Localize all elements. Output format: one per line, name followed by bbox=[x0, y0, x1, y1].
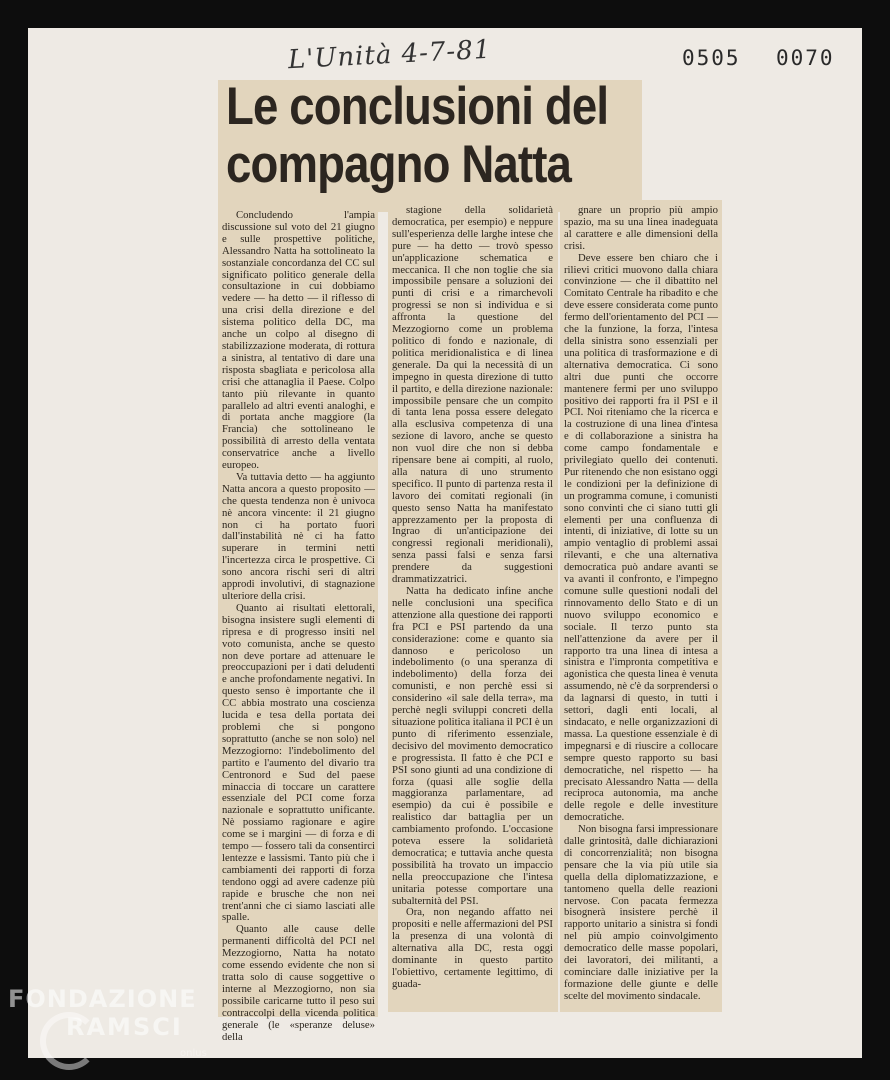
archive-code-1: 0505 bbox=[682, 46, 741, 70]
watermark-line-1: FONDAZIONE bbox=[8, 985, 197, 1013]
article-paragraph: Ora, non negando affatto nei propositi e nelle affermazioni del PSI la presenza di una volontà di alternativa alla DC, resta oggi dominante in questo partito l'obiettivo, certamente legittimo, di guada- bbox=[392, 906, 553, 990]
article-column-1 bbox=[222, 209, 375, 1043]
article-column-3 bbox=[564, 205, 718, 1005]
archive-code-2: 0070 bbox=[776, 46, 835, 70]
article-paragraph: Va tuttavia detto — ha aggiunto Natta ancora a questo proposito — che questa tendenza non è univoca nè ancora vincente: il 21 giugno non ci ha portato fuori dall'instabilità nè ci ha fatto superare in termini netti l'incertezza circa le prospettive. Ci sono ancora rischi seri di altri approdi involutivi, di stagnazione ulteriore della crisi. bbox=[222, 470, 375, 602]
article-paragraph: Concludendo l'ampia discussione sul voto del 21 giugno e sulle prospettive politiche, Alessandro Natta ha sottolineato la sostanziale concordanza del CC sul significato politico generale della consultazione in cui dobbiamo vedere — ha detto — il riflesso di una crisi della direzione e del sistema politico della DC, ma anche un colpo al disegno di stabilizzazione moderata, di rottura a sinistra, al tentativo di dare una risposta sbagliata e pericolosa alla crisi che attanaglia il Paese. Colpo tanto più rilevante in quanto parallelo ad altri eventi analoghi, e di portata anche maggiore (la Francia) che sottolineano le possibilità di arresto della ventata conservatrice anche a livello europeo. bbox=[222, 209, 375, 472]
article-paragraph: stagione della solidarietà democratica, per esempio) e neppure sull'esperienza delle larghe intese che pure — ha detto — trovò spesso un'applicazione schematica e meccanica. Il che non toglie che sia impossibile pensare a soluzioni dei punti di crisi e a rimarchevoli progressi se non si individua e si affronta la questione del Mezzogiorno come un problema politico di fondo e nazionale, di politica meridionalistica e di linea generale. Da qui la necessità di un impegno in questa direzione di tutto il partito, e della direzione nazionale: impossibile pensare che un compito di tanta lena possa essere delegato alla esclusiva competenza di una sezione di lavoro, anche se questo non vuol dire che non si debba ripensare bene ai compiti, al ruolo, alla natura di uno strumento specifico. Il punto di partenza resta il lavoro dei comitati regionali (in questo senso Natta ha manifestato apprezzamento per la proposta di Ingrao di un'anticipazione dei congressi regionali meridionali), senza passi falsi e senza farsi prendere da suggestioni drammatizzatrici. bbox=[392, 204, 553, 586]
article-paragraph: Quanto ai risultati elettorali, bisogna insistere sugli elementi di ripresa e di progresso insiti nel voto comunista, anche se questo non deve portare ad attenuare le preoccupazioni per i dati deludenti e anche profondamente negativi. In questo senso è importante che il CC abbia mostrato una coscienza lucida e tesa della portata dei problemi che si pongono soprattutto (anche se non solo) nel Mezzogiorno: l'indebolimento del partito e l'aumento del divario tra Centronord e Sud del paese minaccia di toccare un carattere essenziale del PCI come forza nazionale e soprattutto unificante. Nè possiamo ragionare e agire come se i margini — di forza e di tempo — fossero tali da consentirci lentezze e lassismi. Tanto più che i cambiamenti dei rapporti di forza tendono oggi ad avere cadenze più rapide e brusche che non nei trent'anni che ci siamo lasciati alle spalle. bbox=[222, 601, 375, 924]
article-column-2 bbox=[392, 205, 553, 1005]
watermark-line-2: RAMSCI bbox=[66, 1013, 183, 1041]
article-paragraph: gnare un proprio più ampio spazio, ma su una linea inadeguata al carattere e alle dimensioni della crisi. bbox=[564, 204, 718, 252]
article-paragraph: Natta ha dedicato infine anche nelle conclusioni una specifica attenzione alla questione dei rapporti fra PCI e PSI partendo da una considerazione: come e quanto sia dannoso e pericoloso un indebolimento (o una speranza di indebolimento) della forza dei comunisti, e non perchè essi si considerino «il sale della terra», ma perchè negli sviluppi concreti della situazione politica italiana il PCI è un punto di riferimento essenziale, decisivo del movimento democratico e progressista. Il fatto è che PCI e PSI sono giunti ad una condizione di forza (quasi alle soglie della maggioranza parlamentare, ad esempio) da cui è possibile e realistico dar battaglia per un cambiamento profondo. L'occasione poteva essere la solidarietà democratica; e tuttavia anche questa possibilità ha trovato un impaccio nella preoccupazione che l'intesa unitaria potesse comportare una subalternità del PSI. bbox=[392, 585, 553, 907]
article-paragraph: Quanto alle cause delle permanenti difficoltà del PCI nel Mezzogiorno, Natta ha notato come essendo evidente che non si tratta solo di cause soggettive o interne al Mezzogiorno, non sia possibile caricarne tutto il peso sui contraccolpi della vicenda politica generale (le «speranze deluse» della bbox=[222, 923, 375, 1043]
article-paragraph: Non bisogna farsi impressionare dalle grintosità, dalle dichiarazioni di concorrenzialità; non bisogna pensare che la via più utile sia quella della diplomatizzazione, e tantomeno quella delle reazioni nervose. Con pacata fermezza bisognerà insistere perchè il rapporto unitario a sinistra si fondi nel più ampio coinvolgimento democratico delle masse popolari, dei lavoratori, dei militanti, a cominciare dalle iniziative per la formazione delle giunte e delle scelte del movimento sindacale. bbox=[564, 823, 718, 1002]
watermark-logo bbox=[8, 985, 197, 1041]
watermark-line-3: onlus bbox=[180, 1048, 207, 1059]
article-title: Le conclusioni del compagno Natta bbox=[226, 77, 609, 194]
handwritten-note: L'Unità 4-7-81 bbox=[287, 34, 492, 76]
article-paragraph: Deve essere ben chiaro che i rilievi critici muovono dalla chiara convinzione — che il dibattito nel Comitato Centrale ha ribadito e che deve essere considerata come punto fermo dell'orientamento del PCI — che la funzione, la forza, l'intesa della sinistra sono essenziali per una politica di trasformazione e di alternativa democratica. Ci sono altri due punti che occorre mantenere fermi per uno sviluppo positivo dei rapporti fra il PSI e il PCI. Noi riteniamo che la ricerca e la costruzione di una linea d'intesa e di collaborazione a sinistra ha come campo fondamentale e privilegiato quello dei contenuti. Pur ritenendo che non esistano oggi le condizioni per la definizione di un programma comune, i comunisti sono convinti che ci siano tutti gli elementi per una confluenza di intenti, di iniziative, di lotte su un ampio ventaglio di problemi assai rilevanti, e che una alternativa democratica può andare avanti se va avanti il confronto, e l'impegno comune sulle questioni nodali del rinnovamento dello Stato e di un nuovo sviluppo economico e sociale. Il terzo punto sta nell'attenzione da avere per il rapporto tra una linea di intesa a sinistra e l'impronta competitiva e agonistica che questa linea è venuta assumendo, nè c'è da sorprendersi o da lagnarsi di questo, in tutti i settori, dagli enti locali, al sindacato, e nelle organizzazioni di massa. La questione essenziale è di impegnarsi e di riuscire a collocare sempre questo rapporto su basi democratiche, nel rispetto — ha precisato Alessandro Natta — della reciproca autonomia, ma anche delle regole e delle investiture democratiche. bbox=[564, 251, 718, 824]
